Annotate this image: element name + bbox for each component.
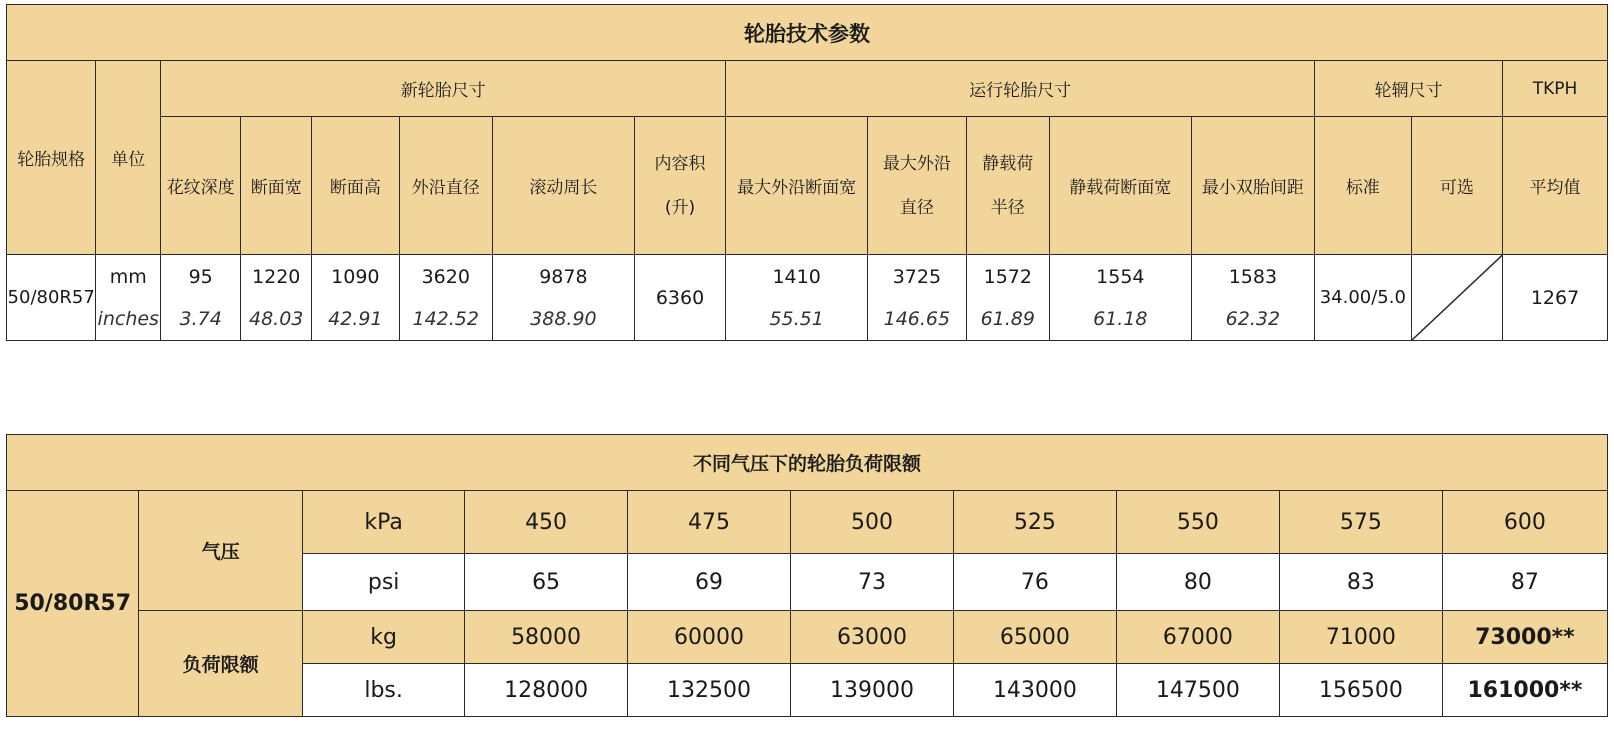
kpa-value: 500 xyxy=(791,491,954,554)
header-unit: 单位 xyxy=(96,61,161,255)
psi-value: 80 xyxy=(1116,554,1279,611)
header-min-dual-spacing: 最小双胎间距 xyxy=(1191,117,1314,255)
unit-kpa: kPa xyxy=(303,491,465,554)
cell-tkph-average: 1267 xyxy=(1503,255,1608,341)
cell-size: 50/80R57 xyxy=(7,255,96,341)
cell-min-dual-spacing: 1583 62.32 xyxy=(1191,255,1314,341)
header-rim-standard: 标准 xyxy=(1315,117,1412,255)
cell-static-section-width: 1554 61.18 xyxy=(1049,255,1191,341)
kg-value: 60000 xyxy=(628,611,791,664)
header-max-section-width: 最大外沿断面宽 xyxy=(726,117,868,255)
header-rolling-circumference: 滚动周长 xyxy=(493,117,635,255)
header-tkph-average: 平均值 xyxy=(1503,117,1608,255)
load-size: 50/80R57 xyxy=(7,491,139,717)
pressure-label: 气压 xyxy=(139,491,303,611)
lbs-value: 143000 xyxy=(953,664,1116,717)
kg-value: 65000 xyxy=(953,611,1116,664)
psi-value: 69 xyxy=(628,554,791,611)
tire-spec-table xyxy=(6,4,1608,341)
load-limit-label: 负荷限额 xyxy=(139,611,303,717)
header-static-section-width: 静载荷断面宽 xyxy=(1049,117,1191,255)
kpa-value: 475 xyxy=(628,491,791,554)
header-rim-optional: 可选 xyxy=(1411,117,1502,255)
header-max-outer-diameter: 最大外沿 直径 xyxy=(868,117,967,255)
psi-value: 73 xyxy=(791,554,954,611)
cell-rim-standard: 34.00/5.0 xyxy=(1315,255,1412,341)
load-limit-table xyxy=(6,434,1608,717)
kpa-value: 450 xyxy=(465,491,628,554)
cell-unit: mm inches xyxy=(96,255,161,341)
lbs-value: 139000 xyxy=(791,664,954,717)
kg-value: 67000 xyxy=(1116,611,1279,664)
header-static-radius: 静载荷 半径 xyxy=(966,117,1049,255)
cell-outer-diameter: 3620 142.52 xyxy=(399,255,493,341)
cell-static-radius: 1572 61.89 xyxy=(966,255,1049,341)
kg-value-max: 73000** xyxy=(1442,611,1607,664)
cell-rolling-circumference: 9878 388.90 xyxy=(493,255,635,341)
psi-value: 83 xyxy=(1279,554,1442,611)
group-new-tire: 新轮胎尺寸 xyxy=(161,61,726,117)
lbs-value: 128000 xyxy=(465,664,628,717)
kpa-value: 600 xyxy=(1442,491,1607,554)
header-volume: 内容积 (升) xyxy=(634,117,725,255)
group-running-tire: 运行轮胎尺寸 xyxy=(726,61,1315,117)
kpa-value: 525 xyxy=(953,491,1116,554)
unit-lbs: lbs. xyxy=(303,664,465,717)
cell-max-section-width: 1410 55.51 xyxy=(726,255,868,341)
kg-value: 63000 xyxy=(791,611,954,664)
diagonal-slash-icon xyxy=(1412,255,1502,340)
cell-volume: 6360 xyxy=(634,255,725,341)
lbs-value: 132500 xyxy=(628,664,791,717)
cell-rim-optional-empty xyxy=(1411,255,1502,341)
cell-section-height: 1090 42.91 xyxy=(312,255,399,341)
psi-value: 65 xyxy=(465,554,628,611)
cell-max-outer-diameter: 3725 146.65 xyxy=(868,255,967,341)
header-outer-diameter: 外沿直径 xyxy=(399,117,493,255)
cell-section-width: 1220 48.03 xyxy=(241,255,312,341)
unit-kg: kg xyxy=(303,611,465,664)
unit-psi: psi xyxy=(303,554,465,611)
load-title: 不同气压下的轮胎负荷限额 xyxy=(7,435,1608,491)
kpa-value: 575 xyxy=(1279,491,1442,554)
lbs-value-max: 161000** xyxy=(1442,664,1607,717)
kpa-value: 550 xyxy=(1116,491,1279,554)
header-size: 轮胎规格 xyxy=(7,61,96,255)
kg-value: 71000 xyxy=(1279,611,1442,664)
group-rim: 轮辋尺寸 xyxy=(1315,61,1503,117)
psi-value: 76 xyxy=(953,554,1116,611)
cell-tread-depth: 95 3.74 xyxy=(161,255,241,341)
header-section-width: 断面宽 xyxy=(241,117,312,255)
group-tkph: TKPH xyxy=(1503,61,1608,117)
header-section-height: 断面高 xyxy=(312,117,399,255)
kg-value: 58000 xyxy=(465,611,628,664)
lbs-value: 156500 xyxy=(1279,664,1442,717)
header-tread-depth: 花纹深度 xyxy=(161,117,241,255)
spec-title: 轮胎技术参数 xyxy=(7,5,1608,61)
lbs-value: 147500 xyxy=(1116,664,1279,717)
psi-value: 87 xyxy=(1442,554,1607,611)
